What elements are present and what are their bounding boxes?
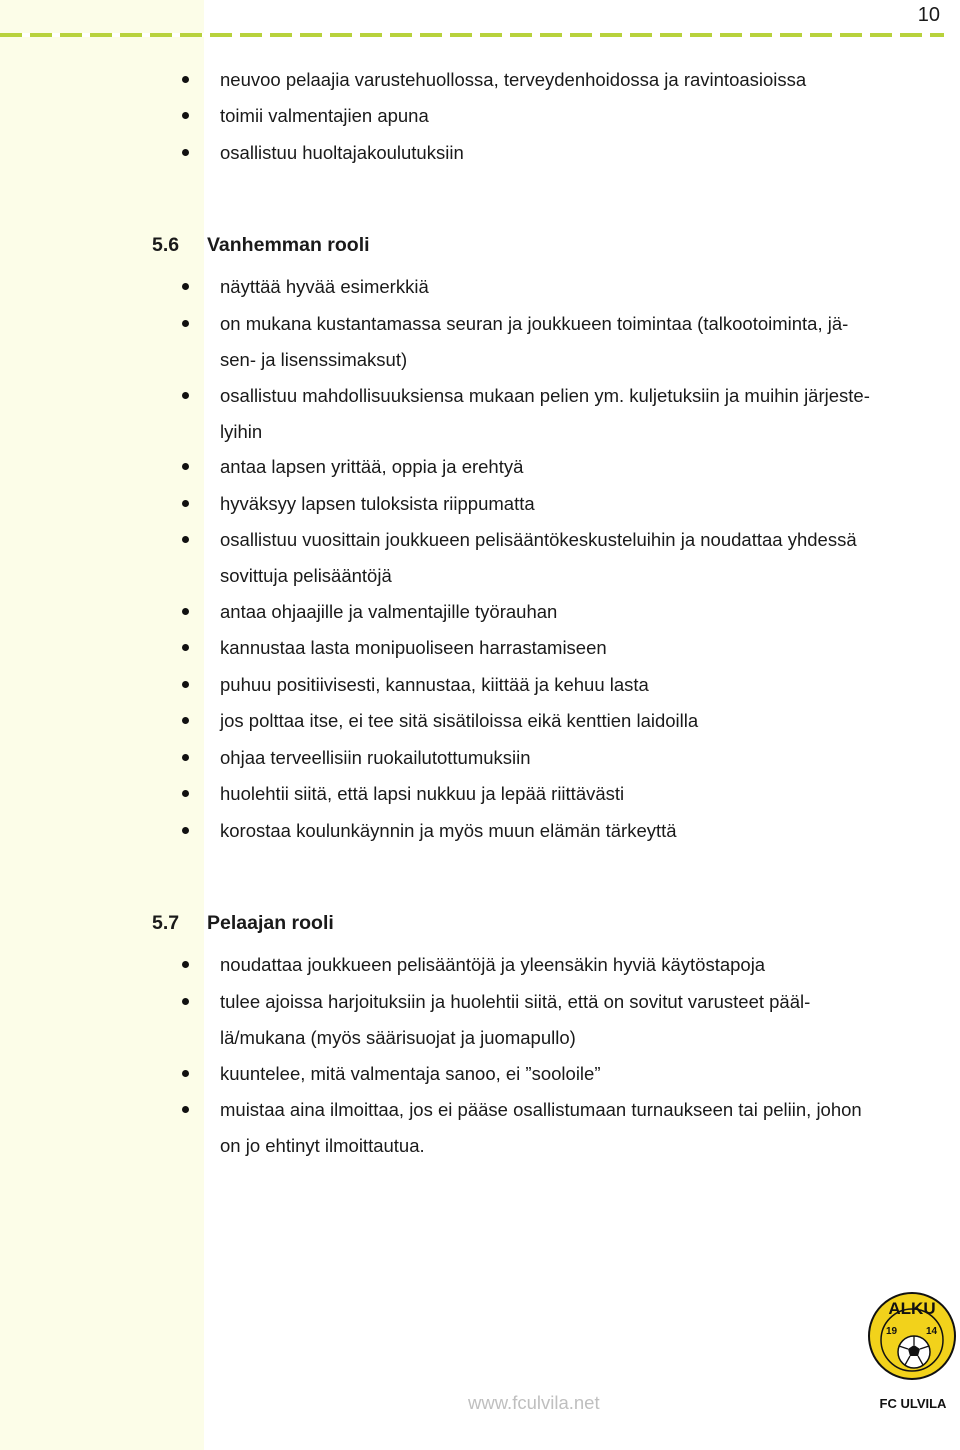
logo-top-text: ALKU <box>888 1299 936 1318</box>
bullet-icon <box>182 961 189 968</box>
bullet-icon <box>182 149 189 156</box>
club-logo <box>868 1290 958 1415</box>
logo-year-right: 14 <box>926 1326 938 1337</box>
list-item: muistaa aina ilmoittaa, jos ei pääse osallistumaan turnaukseen tai peliin, johon on jo ehtinyt ilmoittautua. <box>220 1092 940 1164</box>
header-rule <box>0 33 944 37</box>
bullet-icon <box>182 754 189 761</box>
bullet-icon <box>182 500 189 507</box>
bullet-icon <box>182 608 189 615</box>
section-title: Pelaajan rooli <box>207 912 334 934</box>
list-item: antaa lapsen yrittää, oppia ja erehtyä <box>220 449 940 485</box>
bullet-icon <box>182 790 189 797</box>
list-item: toimii valmentajien apuna <box>220 98 940 134</box>
logo-year-left: 19 <box>886 1326 898 1337</box>
list-item: osallistuu vuosittain joukkueen pelisääntökeskusteluihin ja noudattaa yhdessä sovittuja pelisääntöjä <box>220 522 940 594</box>
list-item: osallistuu huoltajakoulutuksiin <box>220 135 940 171</box>
list-item: jos polttaa itse, ei tee sitä sisätiloissa eikä kenttien laidoilla <box>220 703 940 739</box>
list-item: hyväksyy lapsen tuloksista riippumatta <box>220 486 940 522</box>
list-item: kuuntelee, mitä valmentaja sanoo, ei ”sooloile” <box>220 1056 940 1092</box>
bullet-icon <box>182 283 189 290</box>
side-band <box>0 0 204 1450</box>
list-item: on mukana kustantamassa seuran ja joukkueen toimintaa (talkootoiminta, jä- sen- ja lisenssimaksut) <box>220 306 940 378</box>
list-item: korostaa koulunkäynnin ja myös muun elämän tärkeyttä <box>220 813 940 849</box>
football-icon <box>898 1336 930 1368</box>
section-number: 5.7 <box>152 912 180 934</box>
list-item: tulee ajoissa harjoituksiin ja huolehtii siitä, että on sovitut varusteet pääl- lä/mukana (myös säärisuojat ja juomapullo) <box>220 984 940 1056</box>
bullet-icon <box>182 392 189 399</box>
bullet-icon <box>182 463 189 470</box>
list-item: näyttää hyvää esimerkkiä <box>220 269 940 305</box>
section-number: 5.6 <box>152 234 180 256</box>
section-heading <box>152 912 334 935</box>
list-item: puhuu positiivisesti, kannustaa, kiittää ja kehuu lasta <box>220 667 940 703</box>
list-item: ohjaa terveellisiin ruokailutottumuksiin <box>220 740 940 776</box>
section-title: Vanhemman rooli <box>207 234 370 256</box>
bullet-icon <box>182 112 189 119</box>
list-item: antaa ohjaajille ja valmentajille työrauhan <box>220 594 940 630</box>
footer-url[interactable]: www.fculvila.net <box>468 1392 600 1413</box>
bullet-icon <box>182 998 189 1005</box>
bullet-icon <box>182 717 189 724</box>
list-item: noudattaa joukkueen pelisääntöjä ja yleensäkin hyviä käytöstapoja <box>220 947 940 983</box>
bullet-icon <box>182 1106 189 1113</box>
bullet-icon <box>182 644 189 651</box>
list-item: neuvoo pelaajia varustehuollossa, terveydenhoidossa ja ravintoasioissa <box>220 62 940 98</box>
section-heading <box>152 234 370 257</box>
list-item: osallistuu mahdollisuuksiensa mukaan pelien ym. kuljetuksiin ja muihin järjeste- lyihin <box>220 378 940 450</box>
bullet-icon <box>182 1070 189 1077</box>
logo-club-name: FC ULVILA <box>879 1396 947 1411</box>
bullet-icon <box>182 536 189 543</box>
bullet-icon <box>182 76 189 83</box>
bullet-icon <box>182 681 189 688</box>
list-item: kannustaa lasta monipuoliseen harrastamiseen <box>220 630 940 666</box>
bullet-icon <box>182 320 189 327</box>
page-number: 10 <box>917 4 940 26</box>
list-item: huolehtii siitä, että lapsi nukkuu ja lepää riittävästi <box>220 776 940 812</box>
bullet-icon <box>182 827 189 834</box>
